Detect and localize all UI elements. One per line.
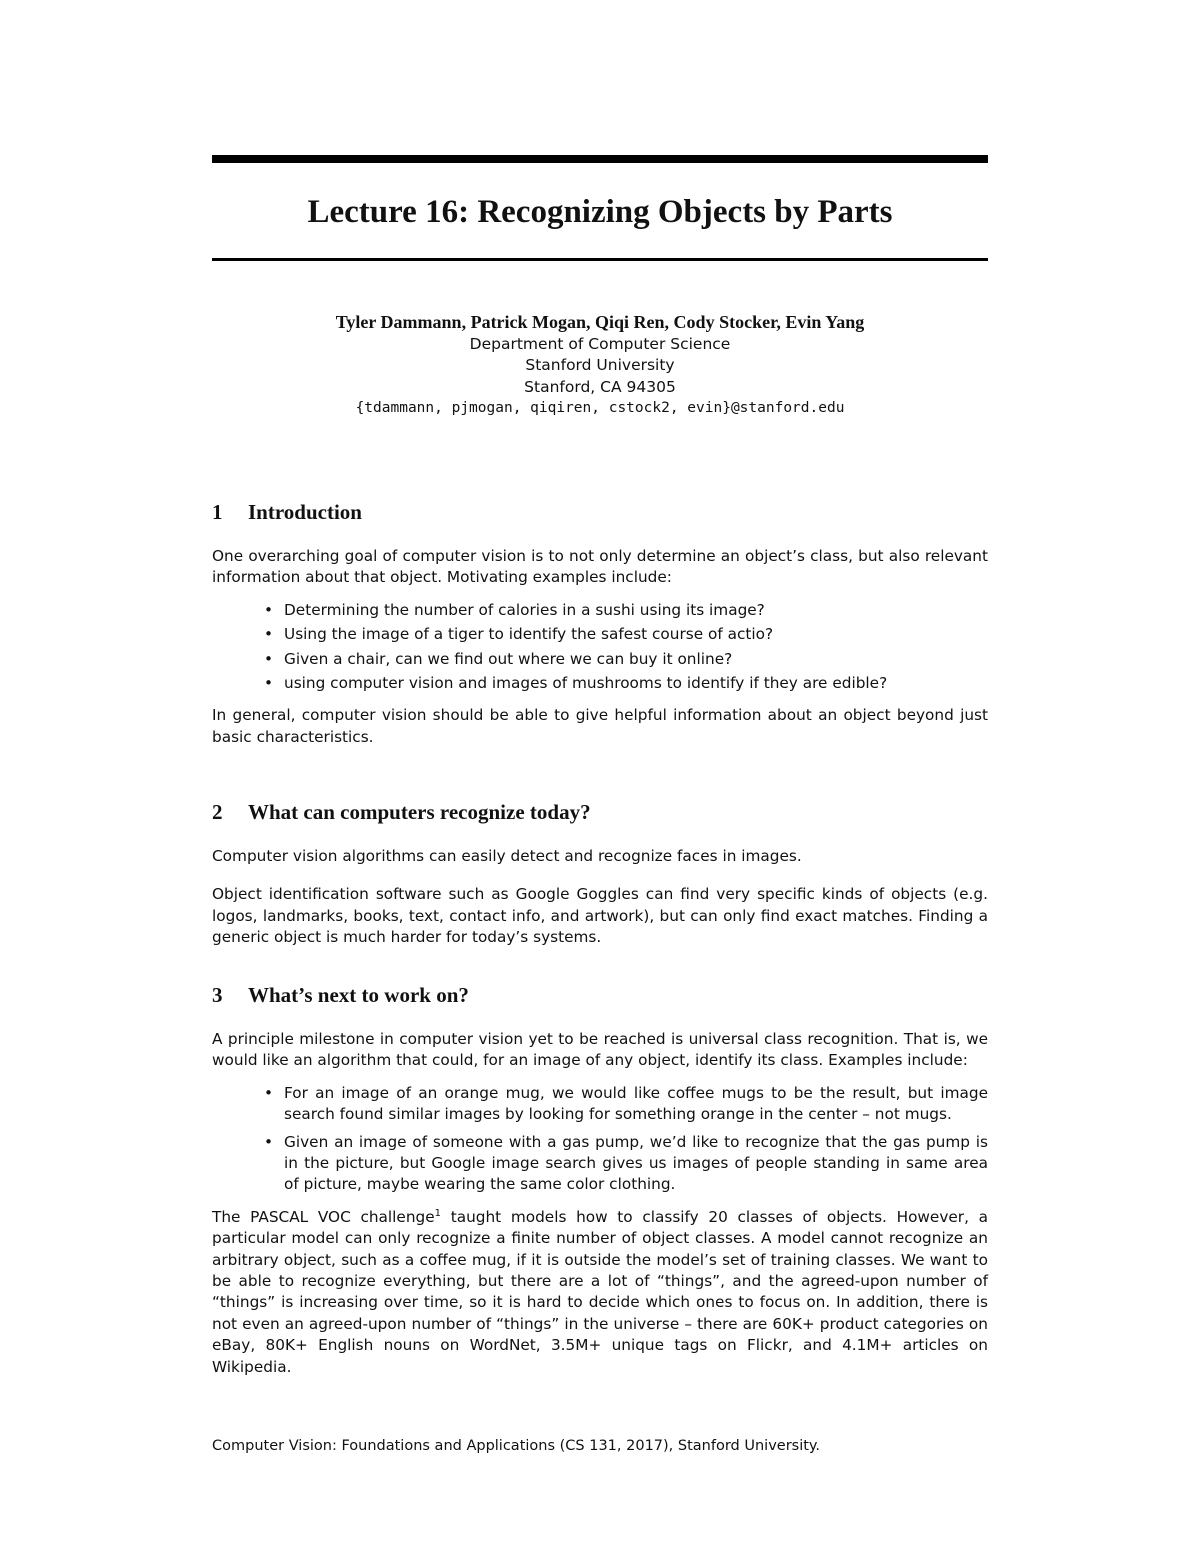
paragraph: A principle milestone in computer vision yet to be reached is universal class recognition. That is, we would like an algorithm that could, for an image of any object, identify its class. Examples include: [212,1030,988,1070]
paragraph-text: The PASCAL VOC challenge [212,1207,435,1226]
list-item-text: Determining the number of calories in a sushi using its image? [284,600,765,619]
paragraph-text: taught models how to classify 20 classes of objects. However, a particular model can only recognize a finite number of object classes. A model cannot recognize an arbitrary object, such as a coffee mug, if it is outside the model’s set of training classes. We want to be able to recognize everything, but there are a lot of “things”, and the agreed-upon number of “things” is increasing over time, so it is hard to decide which ones to focus on. In addition, there is not even an agreed-upon number of “things” in the universe – there are 60K+ product categories on eBay, 80K+ English nouns on WordNet, 3.5M+ unique tags on Flickr, and 4.1M+ articles on Wikipedia. [212,1207,988,1376]
section-title: What can computers recognize today? [248,800,591,824]
paper-title: Lecture 16: Recognizing Objects by Parts [307,194,893,230]
paragraph: One overarching goal of computer vision is to not only determine an object’s class, but also relevant information about that object. Motivating examples include: [212,547,988,587]
bullet-list [212,1083,988,1196]
paragraph [212,1207,988,1378]
list-item-text: Given a chair, can we find out where we can buy it online? [284,649,733,668]
bullet-icon: • [264,600,274,619]
section-recognize-today [212,799,988,949]
author-list: Tyler Dammann, Patrick Mogan, Qiqi Ren, Cody Stocker, Evin Yang [335,312,865,332]
section-title: Introduction [248,500,362,524]
bullet-icon: • [264,674,274,693]
bullet-list [212,600,988,695]
list-item [264,1083,988,1126]
section-heading [212,982,988,1008]
list-item [264,624,988,645]
list-item [264,673,988,694]
section-heading [212,499,988,525]
page-footer: Computer Vision: Foundations and Applications (CS 131, 2017), Stanford University. [212,1438,821,1454]
section-number: 2 [212,800,223,824]
paragraph: In general, computer vision should be able to give helpful information about an object beyond just basic characteristics. [212,706,988,746]
paragraph: Computer vision algorithms can easily detect and recognize faces in images. [212,847,802,865]
list-item-text: using computer vision and images of mushrooms to identify if they are edible? [284,674,888,693]
title-top-rule [212,155,988,163]
bullet-icon: • [264,649,274,668]
section-title: What’s next to work on? [248,983,469,1007]
section-number: 1 [212,500,223,524]
section-introduction [212,499,988,748]
list-item-text: Given an image of someone with a gas pump, we’d like to recognize that the gas pump is in the picture, but Google image search gives us images of people standing in same area of picture, maybe wearing the same color clothing. [284,1132,988,1194]
bullet-icon: • [264,1132,274,1151]
section-heading [212,799,988,825]
list-item-text: For an image of an orange mug, we would like coffee mugs to be the result, but image search found similar images by looking for something orange in the center – not mugs. [284,1083,988,1124]
list-item-text: Using the image of a tiger to identify the safest course of actio? [284,625,774,644]
department: Department of Computer Science [469,334,731,353]
section-number: 3 [212,983,223,1007]
bullet-icon: • [264,1083,274,1102]
list-item [264,1132,988,1196]
university: Stanford University [525,356,675,374]
footnote-marker[interactable]: 1 [434,1207,442,1219]
paragraph: Object identification software such as Google Goggles can find very specific kinds of objects (e.g. logos, landmarks, books, text, contact info, and artwork), but can only find exact matches. Finding a generic object is much harder for today’s systems. [212,885,988,947]
author-emails: {tdammann, pjmogan, qiqiren, cstock2, evin}@stanford.edu [355,400,845,416]
list-item [264,649,988,670]
list-item [264,600,988,621]
paper-page [212,0,988,1553]
section-whats-next [212,982,988,1378]
bullet-icon: • [264,625,274,644]
author-block [212,312,988,420]
location: Stanford, CA 94305 [524,377,676,396]
title-bottom-rule [212,258,988,261]
